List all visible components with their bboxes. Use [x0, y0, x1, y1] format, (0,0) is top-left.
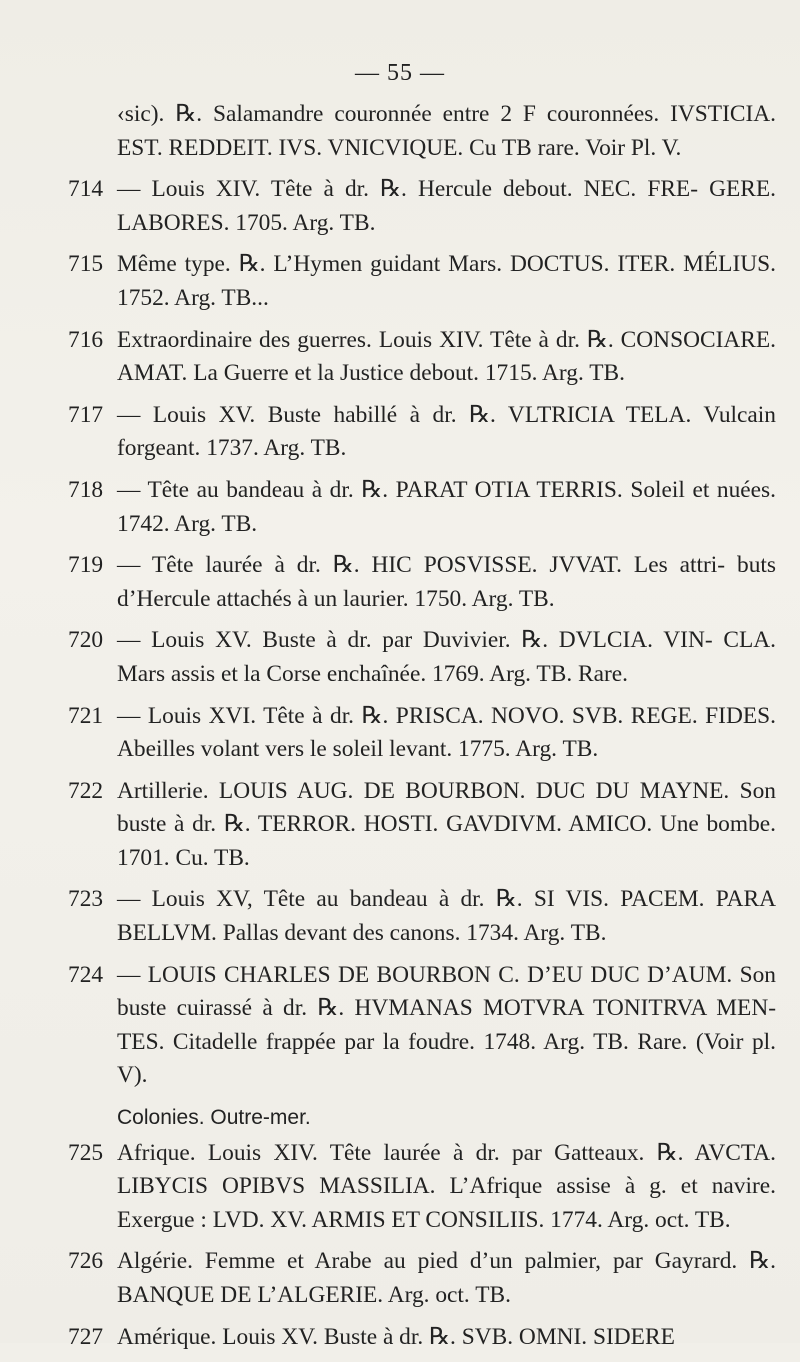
entry-number: 720 — [68, 627, 104, 654]
entry-text: Même type. ℞. L’Hymen guidant Mars. DOCTUS. ITER. MÉLIUS. 1752. Arg. TB... — [117, 251, 776, 311]
entry-text: — Louis XV. Buste habillé à dr. ℞. VLTRICIA TELA. Vulcain forgeant. 1737. Arg. TB. — [117, 401, 776, 462]
entry-text: — Tête au bandeau à dr. ℞. PARAT OTIA TERRIS. Soleil et nuées. 1742. Arg. TB. — [117, 476, 776, 537]
entry-number: 721 — [68, 702, 104, 729]
catalogue-entry — [70, 248, 776, 315]
catalogue-entry — [70, 624, 776, 691]
catalogue-entry — [70, 700, 776, 767]
entry-number: 717 — [68, 401, 104, 428]
entry-number: 715 — [68, 251, 104, 278]
entry-text: — Louis XV, Tête au bandeau à dr. ℞. SI VIS. PACEM. PARA BELLVM. Pallas devant des canons. 1734. Arg. TB. — [117, 886, 776, 947]
entry-number: 724 — [68, 961, 104, 988]
catalogue-entry — [70, 959, 776, 1093]
entry-text: Afrique. Louis XIV. Tête laurée à dr. par Gatteaux. ℞. AVCTA. LIBYCIS OPIBVS MASSILIA. L’Afrique assise à g. et navire. Exergue : LVD. XV. ARMIS ET CONSILIIS. 1774. Arg. oct. TB. — [117, 1139, 776, 1233]
entry-number: 725 — [68, 1139, 104, 1166]
entry-number: 718 — [68, 476, 104, 503]
catalogue-entry — [70, 1245, 776, 1312]
entry-text: ‹sic). ℞. Salamandre couronnée entre 2 F couronnées. IVSTICIA. EST. REDDEIT. IVS. VNICVIQUE. Cu TB rare. Voir Pl. V. — [117, 101, 776, 161]
entry-text: Amérique. Louis XV. Buste à dr. ℞. SVB. OMNI. SIDERE — [117, 1323, 675, 1350]
catalogue-entry — [70, 883, 776, 950]
entry-number: 723 — [68, 886, 104, 913]
entry-text: — Louis XV. Buste à dr. par Duvivier. ℞. DVLCIA. VIN- CLA. Mars assis et la Corse enchaînée. 1769. Arg. TB. Rare. — [117, 627, 776, 687]
catalogue-entries — [70, 98, 776, 1362]
catalogue-entry — [70, 173, 776, 240]
catalogue-entry — [70, 324, 776, 391]
section-heading — [70, 1101, 776, 1135]
catalogue-entry — [70, 1137, 776, 1238]
entry-text: Artillerie. LOUIS AUG. DE BOURBON. DUC DU MAYNE. Son buste à dr. ℞. TERROR. HOSTI. GAVDIVM. AMICO. Une bombe. 1701. Cu. TB. — [117, 777, 776, 871]
entry-number: 719 — [68, 552, 104, 579]
entry-text: Algérie. Femme et Arabe au pied d’un palmier, par Gayrard. ℞. BANQUE DE L’ALGERIE. Arg. oct. TB. — [117, 1248, 776, 1308]
entry-text: — Louis XIV. Tête à dr. ℞. Hercule debout. NEC. FRE- GERE. LABORES. 1705. Arg. TB. — [117, 176, 776, 236]
catalogue-entry — [70, 549, 776, 616]
catalogue-entry — [70, 399, 776, 466]
entry-text: — Louis XVI. Tête à dr. ℞. PRISCA. NOVO. SVB. REGE. FIDES. Abeilles volant vers le soleil levant. 1775. Arg. TB. — [117, 702, 776, 763]
entry-number: 722 — [68, 777, 104, 804]
catalogue-entry — [70, 1321, 776, 1355]
section-heading-text: Colonies. Outre-mer. — [117, 1106, 311, 1130]
page-number: — 55 — — [355, 60, 445, 86]
entry-number: 726 — [68, 1248, 104, 1275]
entry-number: 727 — [68, 1323, 104, 1350]
entry-number: 716 — [68, 326, 104, 353]
catalogue-entry — [70, 474, 776, 541]
catalogue-entry — [70, 775, 776, 876]
entry-text: — Tête laurée à dr. ℞. HIC POSVISSE. JVVAT. Les attri- buts d’Hercule attachés à un laurier. 1750. Arg. TB. — [117, 552, 776, 612]
entry-text: Extraordinaire des guerres. Louis XIV. Tête à dr. ℞. CONSOCIARE. AMAT. La Guerre et la Justice debout. 1715. Arg. TB. — [117, 326, 776, 387]
entry-text: — LOUIS CHARLES DE BOURBON C. D’EU DUC D’AUM. Son buste cuirassé à dr. ℞. HVMANAS MOTVRA TONITRVA MEN- TES. Citadelle frappée par la foudre. 1748. Arg. TB. Rare. (Voir pl. V). — [117, 961, 776, 1089]
entry-number: 714 — [68, 176, 104, 203]
catalogue-entry — [70, 98, 776, 165]
